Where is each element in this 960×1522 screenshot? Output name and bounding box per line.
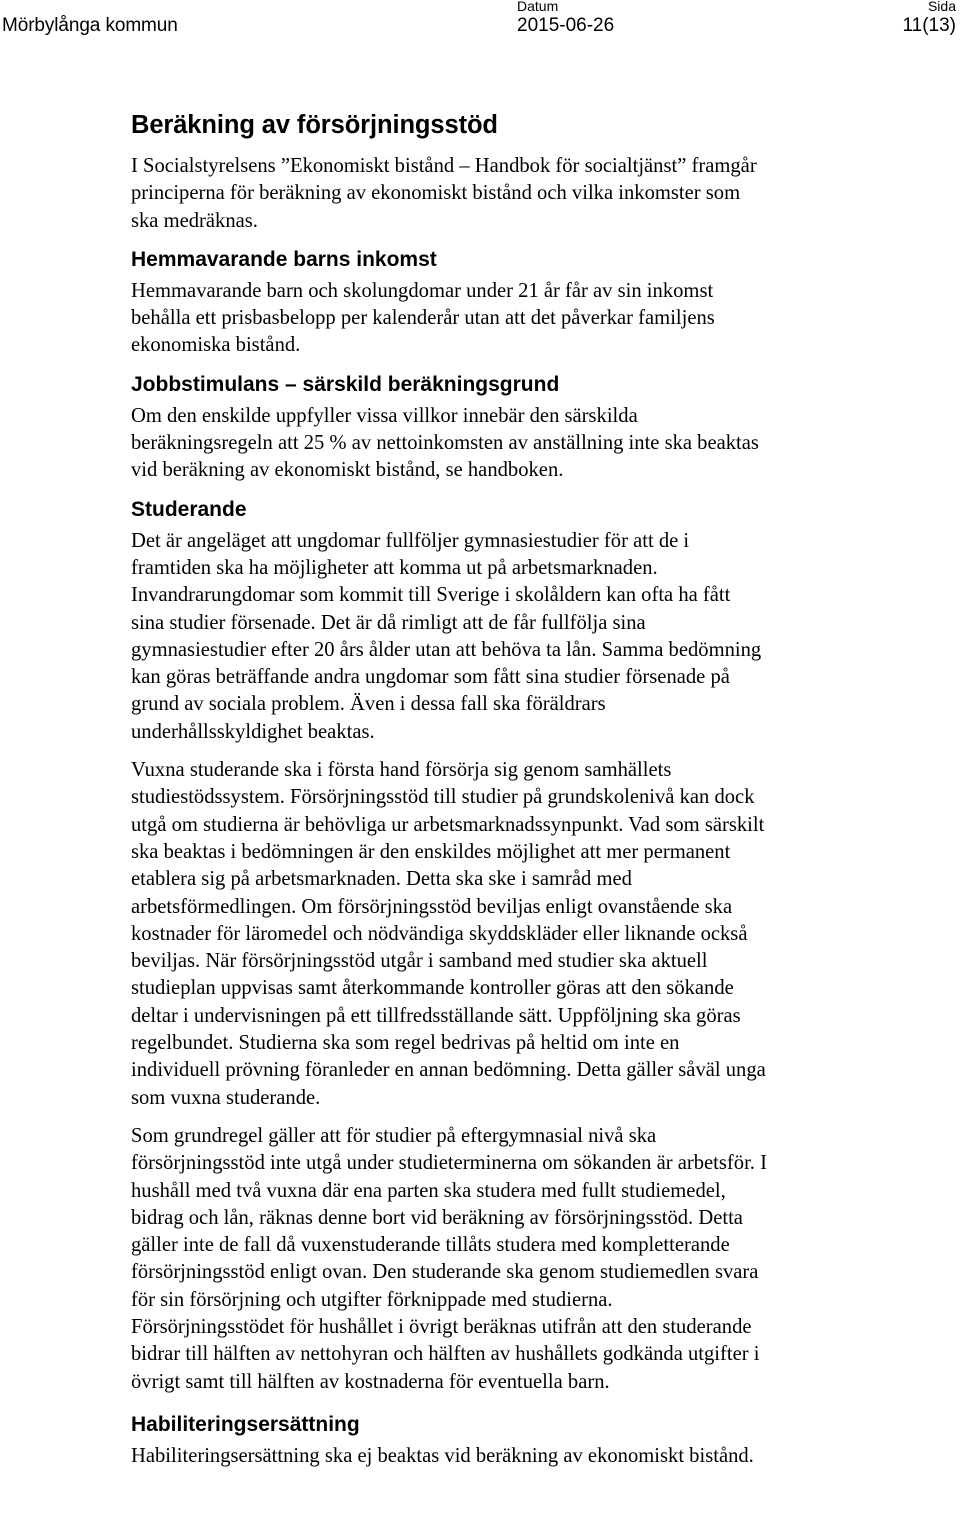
text-line: deltar i undervisningen på ett tillfredsställande sätt. Uppföljning ska göras [131, 1004, 741, 1027]
section-heading-jobbstimulans: Jobbstimulans – särskild beräkningsgrund [131, 372, 560, 396]
text-line: studieplan uppvisas samt återkommande kontroller göras att den sökande [131, 977, 734, 1000]
text-line: ekonomiska bistånd. [131, 334, 301, 357]
text-line: arbetsförmedlingen. Om försörjningsstöd beviljas enligt ovanstående ska [131, 895, 733, 918]
text-line: bidrar till hälften av nettohyran och hälften av hushållets godkända utgifter i [131, 1343, 760, 1366]
date-value: 2015-06-26 [517, 15, 615, 36]
section-paragraph-habilitering [131, 1443, 943, 1470]
text-line: utgå om studierna är behövliga ur arbetsmarknadssynpunkt. Vad som särskilt [131, 813, 765, 836]
text-line: Försörjningsstödet för hushållet i övrigt beräknas utifrån att den studerande [131, 1315, 752, 1338]
section-paragraph-jobbstimulans [131, 403, 943, 485]
text-line: försörjningsstöd enligt ovan. Den studerande ska genom studiemedlen svara [131, 1261, 759, 1284]
organization-name: Mörbylånga kommun [2, 15, 178, 36]
page-number-block [902, 0, 956, 37]
text-line: Som grundregel gäller att för studier på eftergymnasial nivå ska [131, 1124, 657, 1147]
text-line: ska medräknas. [131, 209, 258, 232]
studerande-paragraph-1 [131, 528, 943, 746]
text-line: Det är angeläget att ungdomar fullföljer gymnasiestudier för att de i [131, 529, 690, 552]
text-line: vid beräkning av ekonomiskt bistånd, se handboken. [131, 459, 564, 482]
text-line: Invandrarungdomar som kommit till Sverige i skolåldern kan ofta ha fått [131, 584, 731, 607]
text-line: individuell prövning föranleder en annan bedömning. Detta gäller såväl unga [131, 1059, 766, 1082]
text-line: övrigt samt till hälften av kostnaderna för eventuella barn. [131, 1370, 610, 1393]
text-line: framtiden ska ha möjligheter att komma ut på arbetsmarknaden. [131, 556, 658, 579]
text-line: Habiliteringsersättning ska ej beaktas vid beräkning av ekonomiskt bistånd. [131, 1444, 754, 1467]
text-line: regelbundet. Studierna ska som regel bedrivas på heltid om inte en [131, 1032, 680, 1055]
section-heading-studerande: Studerande [131, 497, 247, 521]
text-line: underhållsskyldighet beaktas. [131, 720, 375, 743]
date-label: Datum [517, 0, 559, 14]
text-line: försörjningsstöd inte utgå under studieterminerna om sökanden är arbetsför. I [131, 1152, 767, 1175]
page-number: 11(13) [902, 15, 956, 36]
document-body [131, 107, 943, 1470]
text-line: beviljas. När försörjningsstöd utgår i samband med studier ska aktuell [131, 950, 708, 973]
text-line: bidrag och lån, räknas denne bort vid beräkning av försörjningsstöd. Detta [131, 1206, 743, 1229]
text-line: ska beaktas i bedömningen är den enskildes möjlighet att mer permanent [131, 840, 731, 863]
text-line: för sin försörjning och utgifter förknippade med studierna. [131, 1288, 613, 1311]
text-line: grund av sociala problem. Även i dessa fall ska föräldrars [131, 693, 606, 716]
text-line: hushåll med två vuxna där ena parten ska studera med fullt studiemedel, [131, 1179, 726, 1202]
text-line: I Socialstyrelsens ”Ekonomiskt bistånd – Handbok för socialtjänst” framgår [131, 155, 757, 177]
section-heading-habilitering: Habiliteringsersättning [131, 1412, 360, 1436]
text-line: behålla ett prisbasbelopp per kalenderår utan att det påverkar familjens [131, 307, 715, 330]
text-line: gymnasiestudier efter 20 års ålder utan att behöva ta lån. Samma bedömning [131, 638, 762, 661]
section-paragraph-hemmavarande [131, 278, 943, 360]
text-line: Hemmavarande barn och skolungdomar under 21 år får av sin inkomst [131, 279, 714, 302]
page-header [0, 0, 960, 44]
text-line: kan göras beträffande andra ungdomar som fått sina studier försenade på [131, 666, 730, 689]
studerande-paragraph-3 [131, 1123, 943, 1396]
date-block [517, 0, 614, 37]
text-line: gäller inte de fall då vuxenstuderande tillåts studera med kompletterande [131, 1234, 730, 1257]
text-line: etablera sig på arbetsmarknaden. Detta ska ske i samråd med [131, 868, 632, 891]
text-line: Vuxna studerande ska i första hand försörja sig genom samhällets [131, 759, 672, 782]
text-line: kostnader för läromedel och nödvändiga skyddskläder eller liknande också [131, 922, 748, 945]
intro-paragraph [131, 153, 943, 235]
page-label: Sida [927, 0, 956, 14]
section-heading-hemmavarande: Hemmavarande barns inkomst [131, 247, 437, 271]
text-line: sina studier försenade. Det är då rimligt att de får fullfölja sina [131, 611, 646, 634]
document-title: Beräkning av försörjningsstöd [131, 111, 498, 139]
text-line: principerna för beräkning av ekonomiskt bistånd och vilka inkomster som [131, 182, 741, 205]
text-line: Om den enskilde uppfyller vissa villkor innebär den särskilda [131, 404, 638, 427]
text-line: beräkningsregeln att 25 % av nettoinkomsten av anställning inte ska beaktas [131, 432, 759, 455]
text-line: som vuxna studerande. [131, 1086, 321, 1109]
studerande-paragraph-2 [131, 757, 943, 1112]
text-line: studiestödssystem. Försörjningsstöd till studier på grundskolenivå kan dock [131, 786, 755, 809]
